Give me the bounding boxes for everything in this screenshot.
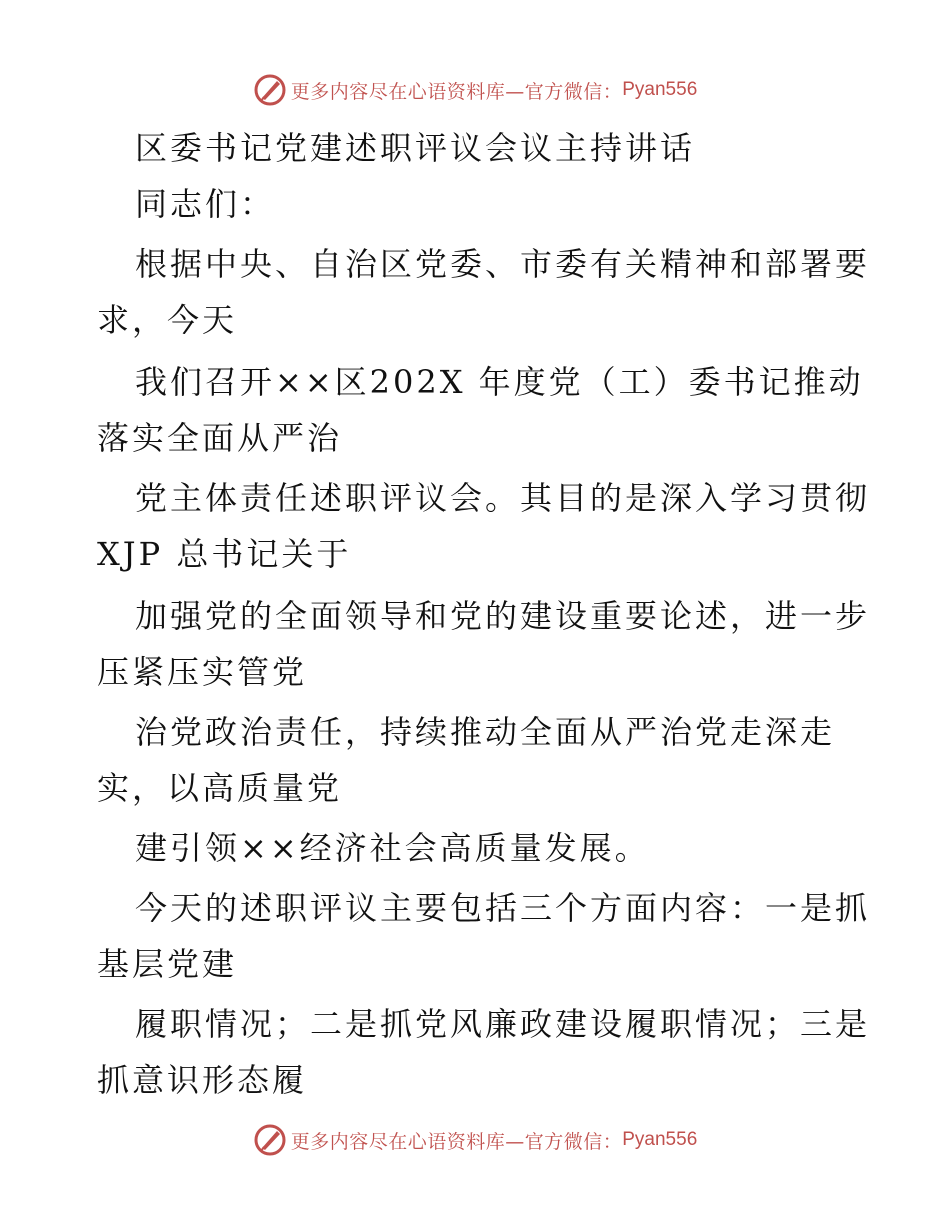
quill-pen-seal-icon (253, 73, 287, 107)
paragraph-line: 今天的述职评议主要包括三个方面内容：一是抓 (135, 889, 871, 927)
paragraph-line: XJP 总书记关于 (97, 535, 352, 573)
paragraph-line: 党主体责任述职评议会。其目的是深入学习贯彻 (135, 479, 871, 517)
paragraph-line: 实，以高质量党 (97, 769, 343, 807)
quill-pen-seal-icon (253, 1123, 287, 1157)
document-title: 区委书记党建述职评议会议主持讲话 (135, 129, 696, 167)
watermark-text: 更多内容尽在心语资料库—官方微信： (290, 80, 623, 103)
paragraph-line: 求，今天 (97, 301, 238, 339)
footer-watermark (0, 1120, 950, 1160)
header-watermark (0, 70, 950, 110)
watermark-text: 更多内容尽在心语资料库—官方微信： (290, 1130, 623, 1153)
paragraph-line: 我们召开××区202X 年度党（工）委书记推动 (135, 363, 864, 401)
paragraph-line: 压紧压实管党 (97, 653, 308, 691)
paragraph-line: 根据中央、自治区党委、市委有关精神和部署要 (135, 245, 871, 283)
paragraph-line: 治党政治责任，持续推动全面从严治党走深走 (135, 713, 836, 751)
watermark-account: Pyan556 (622, 79, 698, 100)
paragraph-line: 建引领××经济社会高质量发展。 (135, 829, 650, 867)
paragraph-line: 落实全面从严治 (97, 419, 343, 457)
paragraph-line: 基层党建 (97, 945, 238, 983)
paragraph-line: 加强党的全面领导和党的建设重要论述，进一步 (135, 597, 871, 635)
paragraph-line: 履职情况；二是抓党风廉政建设履职情况；三是 (135, 1005, 871, 1043)
watermark-account: Pyan556 (622, 1129, 698, 1150)
salutation: 同志们： (135, 185, 276, 223)
paragraph-line: 抓意识形态履 (97, 1061, 308, 1099)
